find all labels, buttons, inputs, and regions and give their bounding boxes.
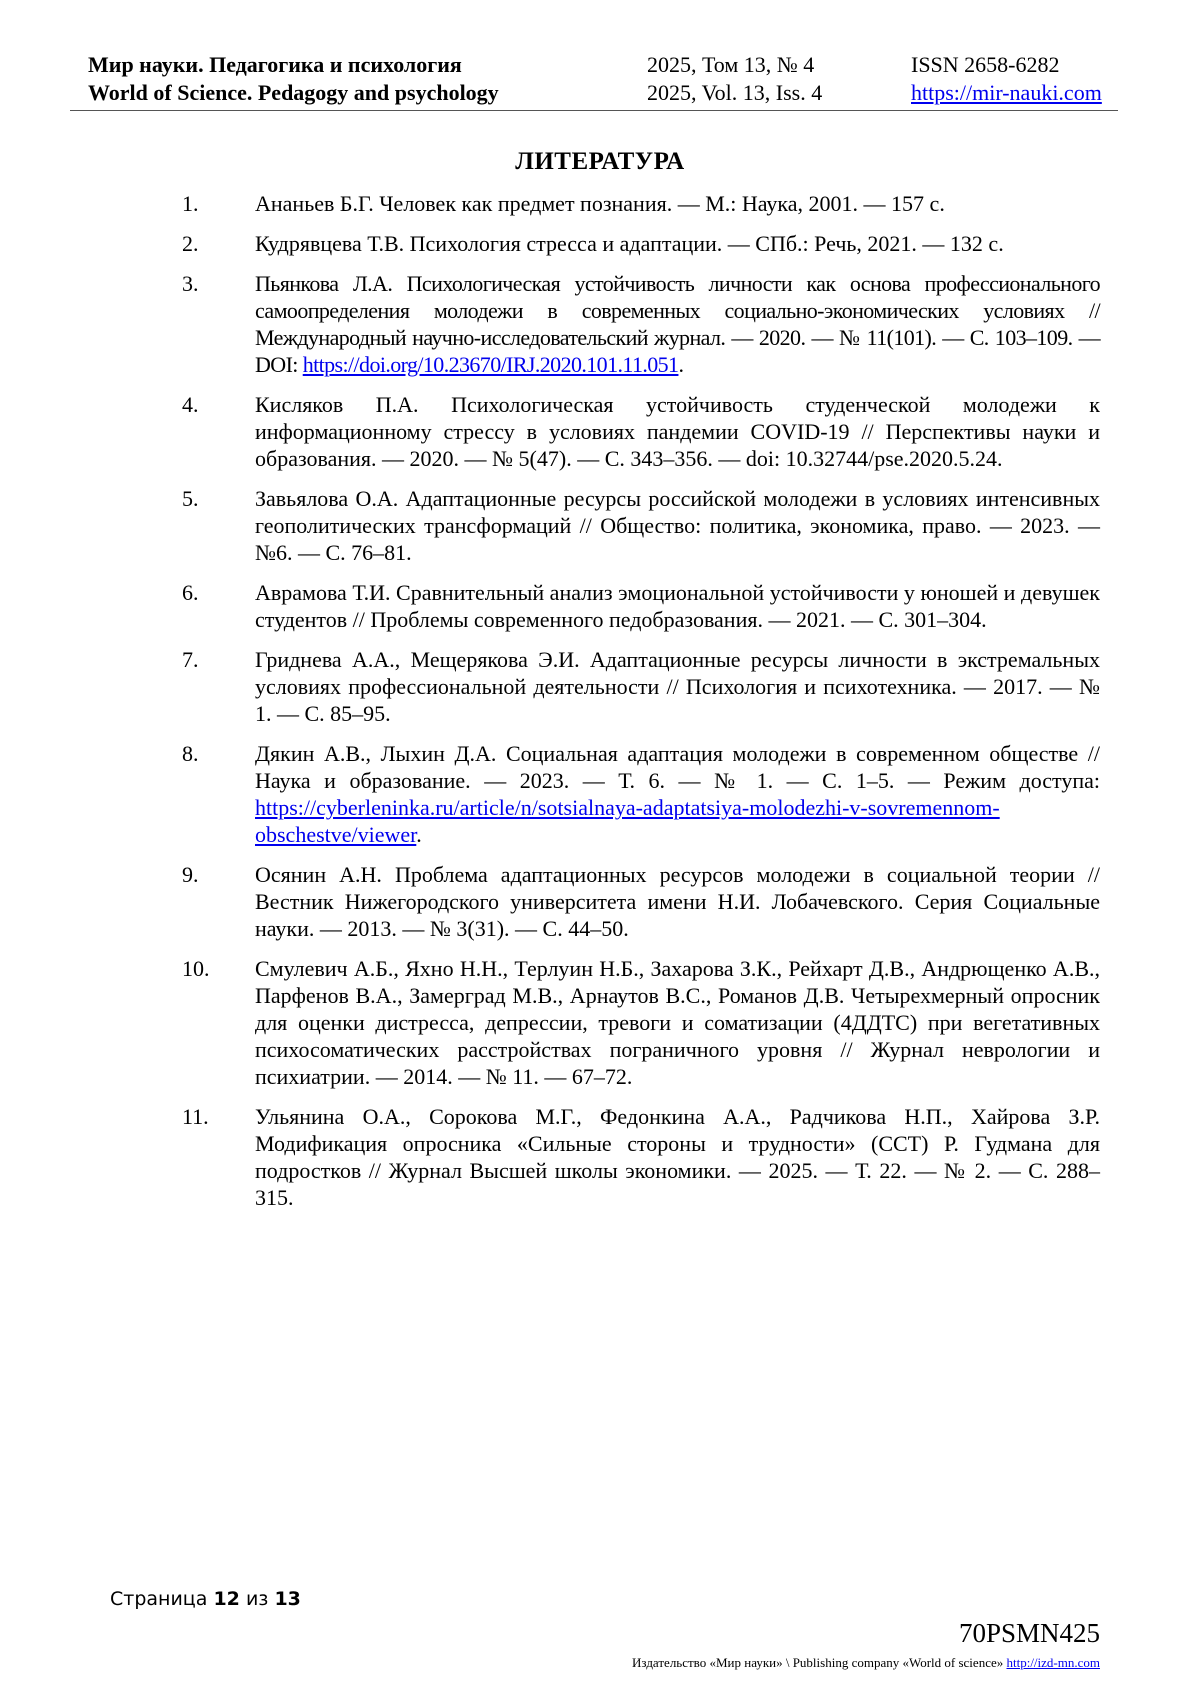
reference-item bbox=[0, 230, 1200, 257]
reference-text bbox=[255, 740, 1100, 848]
reference-text: Кисляков П.А. Психологическая устойчивость студенческой молодежи к информационному стрессу в условиях пандемии COVID-19 // Перспективы науки и образования. — 2020. — № 5(47). — С. 343–356. — doi: 10.32744/pse.2020.5.24. bbox=[255, 392, 1100, 471]
reference-text: Завьялова О.А. Адаптационные ресурсы российской молодежи в условиях интенсивных геополитических трансформаций // Общество: политика, экономика, право. — 2023. — №6. — С. 76–81. bbox=[255, 486, 1100, 565]
journal-title-ru: Мир науки. Педагогика и психология bbox=[88, 52, 462, 77]
reference-body: Дякин А.В., Лыхин Д.А. Социальная адаптация молодежи в современном обществе // Наука и образование. — 2023. — Т. 6. — № 1. — С. 1–5. — Режим доступа: bbox=[255, 741, 1100, 793]
reference-item bbox=[0, 190, 1200, 217]
reference-item bbox=[0, 646, 1200, 727]
reference-number: 11. bbox=[182, 1104, 209, 1129]
publisher-line bbox=[632, 1655, 1100, 1671]
section-title: ЛИТЕРАТУРА bbox=[515, 148, 685, 175]
issn: ISSN 2658-6282 bbox=[911, 52, 1060, 77]
reference-item bbox=[0, 955, 1200, 1090]
page-current: 12 bbox=[213, 1588, 240, 1610]
issue-ru: 2025, Том 13, № 4 bbox=[647, 52, 815, 77]
reference-tail: . bbox=[678, 352, 684, 377]
reference-item bbox=[0, 391, 1200, 472]
reference-number: 6. bbox=[182, 580, 199, 605]
reference-text: Ульянина О.А., Сорокова М.Г., Федонкина А.А., Радчикова Н.П., Хайрова З.Р. Модификация опросника «Сильные стороны и трудности» (ССТ) Р. Гудмана для подростков // Журнал Высшей школы экономики. — 2025. — Т. 22. — № 2. — С. 288–315. bbox=[255, 1104, 1100, 1210]
publisher-link[interactable]: http://izd-mn.com bbox=[1006, 1655, 1100, 1670]
reference-text: Ананьев Б.Г. Человек как предмет познания. — М.: Наука, 2001. — 157 с. bbox=[255, 191, 945, 216]
page-header bbox=[70, 52, 1118, 111]
reference-number: 2. bbox=[182, 231, 199, 256]
reference-number: 5. bbox=[182, 486, 199, 511]
reference-number: 1. bbox=[182, 191, 199, 216]
reference-text: Осянин А.Н. Проблема адаптационных ресурсов молодежи в социальной теории // Вестник Нижегородского университета имени Н.И. Лобачевского. Серия Социальные науки. — 2013. — № 3(31). — С. 44–50. bbox=[255, 862, 1100, 941]
journal-website-link[interactable]: https://mir-nauki.com bbox=[911, 80, 1102, 105]
reference-text: Аврамова Т.И. Сравнительный анализ эмоциональной устойчивости у юношей и девушек студентов // Проблемы современного педобразования. — 2021. — С. 301–304. bbox=[255, 580, 1100, 632]
header-row-en bbox=[88, 80, 1118, 108]
reference-number: 8. bbox=[182, 741, 199, 766]
reference-body: Пьянкова Л.А. Психологическая устойчивость личности как основа профессионального самоопределения молодежи в современных социально-экономических условиях // Международный научно-исследовательский журнал. — 2020. — № 11(101). — С. 103–109. — DOI: bbox=[255, 271, 1100, 377]
article-code: 70PSMN425 bbox=[958, 1618, 1100, 1648]
reference-number: 9. bbox=[182, 862, 199, 887]
reference-text: Смулевич А.Б., Яхно Н.Н., Терлуин Н.Б., Захарова З.К., Рейхарт Д.В., Андрющенко А.В., Парфенов В.А., Замерград М.В., Арнаутов В.С., Романов Д.В. Четырехмерный опросник для оценки дистресса, депрессии, тревоги и соматизации (4ДДТС) при вегетативных психосоматических расстройствах пограничного уровня // Журнал неврологии и психиатрии. — 2014. — № 11. — 67–72. bbox=[255, 956, 1100, 1089]
page-indicator bbox=[110, 1588, 301, 1610]
issue-en: 2025, Vol. 13, Iss. 4 bbox=[647, 80, 823, 105]
reference-number: 7. bbox=[182, 647, 199, 672]
reference-item bbox=[0, 270, 1200, 378]
reference-text: Кудрявцева Т.В. Психология стресса и адаптации. — СПб.: Речь, 2021. — 132 с. bbox=[255, 231, 1004, 256]
page-total: 13 bbox=[274, 1588, 301, 1610]
cyberleninka-link[interactable]: https://cyberleninka.ru/article/n/sotsialnaya-adaptatsiya-molodezhi-v-sovremennom-obschestve/viewer bbox=[255, 795, 1000, 847]
publisher-text: Издательство «Мир науки» \ Publishing company «World of science» bbox=[632, 1655, 1007, 1670]
reference-item bbox=[0, 485, 1200, 566]
reference-text: Гриднева А.А., Мещерякова Э.И. Адаптационные ресурсы личности в экстремальных условиях профессиональной деятельности // Психология и психотехника. — 2017. — № 1. — С. 85–95. bbox=[255, 647, 1100, 726]
reference-number: 10. bbox=[182, 956, 210, 981]
header-row-ru bbox=[88, 52, 1118, 80]
page-of: из bbox=[245, 1588, 269, 1610]
reference-number: 4. bbox=[182, 392, 199, 417]
doi-link[interactable]: https://doi.org/10.23670/IRJ.2020.101.11.051 bbox=[302, 352, 679, 377]
reference-item bbox=[0, 1103, 1200, 1211]
journal-title-en: World of Science. Pedagogy and psychology bbox=[88, 80, 499, 105]
reference-number: 3. bbox=[182, 271, 199, 296]
reference-text bbox=[255, 270, 1100, 378]
reference-item bbox=[0, 740, 1200, 848]
reference-tail: . bbox=[416, 822, 422, 847]
reference-list bbox=[0, 190, 1200, 1224]
reference-item bbox=[0, 579, 1200, 633]
page-label: Страница bbox=[110, 1588, 208, 1610]
reference-item bbox=[0, 861, 1200, 942]
